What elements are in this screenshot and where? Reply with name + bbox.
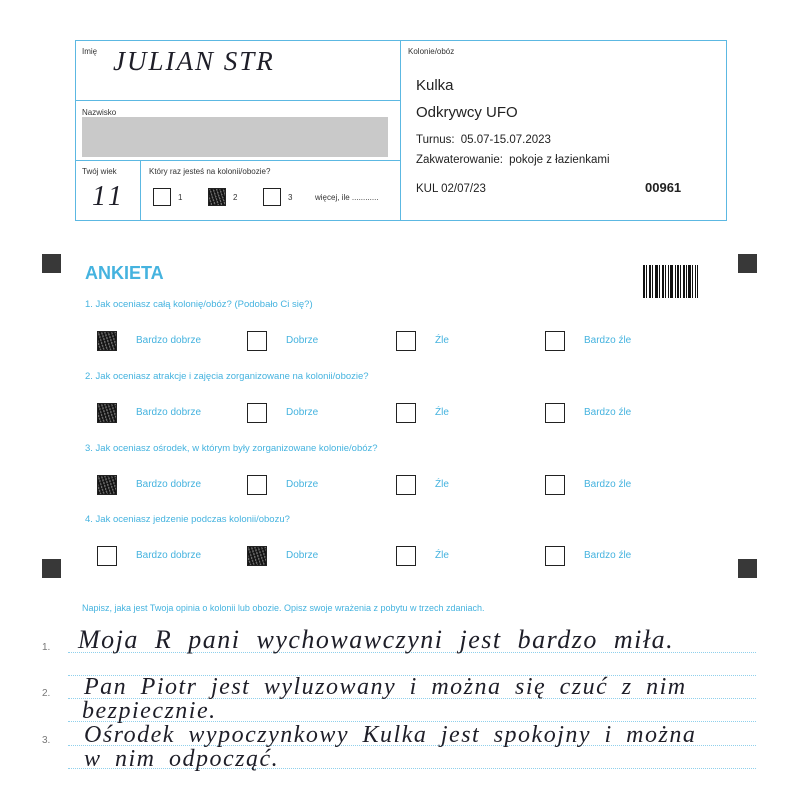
question-3-checkbox-bardzo-zle[interactable] — [545, 475, 565, 495]
question-2-checkbox-dobrze[interactable] — [247, 403, 267, 423]
camp-label: Kolonie/obóz — [408, 47, 455, 56]
question-2-option-bardzo-zle-label: Bardzo źle — [584, 407, 632, 418]
camp-code: KUL 02/07/23 — [416, 183, 486, 195]
question-1-checkbox-bardzo-zle[interactable] — [545, 331, 565, 351]
times-more-label: więcej, ile ............ — [315, 193, 379, 202]
answer-2-number: 2. — [42, 688, 51, 699]
turnus-dates: 05.07-15.07.2023 — [460, 134, 551, 146]
times-option-2-label: 2 — [233, 193, 238, 202]
accommodation-value: pokoje z łazienkami — [509, 154, 610, 166]
question-2-option-zle-label: Źle — [435, 407, 449, 418]
answer-3-number: 3. — [42, 735, 51, 746]
question-4-option-dobrze-label: Dobrze — [286, 550, 319, 561]
answer-1-number: 1. — [42, 642, 51, 653]
question-1-option-bardzo-zle-label: Bardzo źle — [584, 335, 632, 346]
question-3-option-bardzo-dobrze-label: Bardzo dobrze — [136, 479, 202, 490]
question-4-option-bardzo-zle-label: Bardzo źle — [584, 550, 632, 561]
question-3-option-dobrze-label: Dobrze — [286, 479, 319, 490]
header-box-right-border — [726, 40, 727, 221]
question-4-checkbox-bardzo-dobrze[interactable] — [97, 546, 117, 566]
question-1-checkbox-dobrze[interactable] — [247, 331, 267, 351]
question-1-text: 1. Jak oceniasz całą kolonię/obóz? (Podobało Ci się?) — [85, 299, 313, 310]
name-row-divider — [75, 100, 400, 101]
answer-3-handwriting-line-1: Ośrodek wypoczynkowy Kulka jest spokojny i można — [84, 722, 697, 748]
question-4-option-zle-label: Źle — [435, 550, 449, 561]
times-checkbox-2[interactable] — [208, 188, 226, 206]
age-handwritten-value: 11 — [92, 181, 126, 212]
header-column-divider — [400, 40, 401, 221]
turnus-label: Turnus: — [416, 134, 455, 146]
name-label: Imię — [82, 47, 98, 56]
question-2-text: 2. Jak oceniasz atrakcje i zajęcia zorganizowane na kolonii/obozie? — [85, 371, 369, 382]
question-2-option-dobrze-label: Dobrze — [286, 407, 319, 418]
answer-2-handwriting-line-1: Pan Piotr jest wyluzowany i można się czuć z nim — [84, 674, 687, 700]
surname-label: Nazwisko — [82, 108, 117, 117]
question-4-checkbox-zle[interactable] — [396, 546, 416, 566]
answer-3-handwriting-line-2: w nim odpocząć. — [84, 746, 280, 772]
barcode — [643, 265, 698, 298]
age-label: Twój wiek — [82, 167, 117, 176]
registration-mark-bottom-left — [42, 559, 61, 578]
form-number: 00961 — [645, 180, 682, 195]
surname-row-divider — [75, 160, 400, 161]
question-2-option-bardzo-dobrze-label: Bardzo dobrze — [136, 407, 202, 418]
survey-title: ANKIETA — [85, 263, 164, 283]
opinion-prompt: Napisz, jaka jest Twoja opinia o kolonii lub obozie. Opisz swoje wrażenia z pobytu w trzech zdaniach. — [82, 603, 485, 613]
question-3-option-bardzo-zle-label: Bardzo źle — [584, 479, 632, 490]
registration-mark-top-right — [738, 254, 757, 273]
question-2-checkbox-bardzo-dobrze[interactable] — [97, 403, 117, 423]
surname-redaction-box — [82, 117, 388, 157]
age-divider — [140, 160, 141, 220]
question-3-checkbox-zle[interactable] — [396, 475, 416, 495]
question-4-checkbox-bardzo-zle[interactable] — [545, 546, 565, 566]
name-handwritten-value: JULIAN STR — [113, 46, 275, 76]
answer-1-handwriting: Moja R pani wychowawczyni jest bardzo miła. — [78, 625, 675, 654]
camp-program: Odkrywcy UFO — [416, 104, 518, 121]
question-3-text: 3. Jak oceniasz ośrodek, w którym były zorganizowane kolonie/obóz? — [85, 443, 378, 454]
camp-place: Kulka — [416, 77, 454, 94]
times-checkbox-1[interactable] — [153, 188, 171, 206]
times-option-3-label: 3 — [288, 193, 293, 202]
times-at-camp-question: Który raz jesteś na kolonii/obozie? — [149, 167, 271, 176]
times-option-1-label: 1 — [178, 193, 183, 202]
question-4-option-bardzo-dobrze-label: Bardzo dobrze — [136, 550, 202, 561]
accommodation-row — [416, 153, 610, 167]
answer-2-handwriting-line-2: bezpiecznie. — [82, 698, 217, 724]
question-1-option-zle-label: Źle — [435, 335, 449, 346]
registration-mark-bottom-right — [738, 559, 757, 578]
question-1-option-dobrze-label: Dobrze — [286, 335, 319, 346]
question-3-checkbox-dobrze[interactable] — [247, 475, 267, 495]
times-checkbox-3[interactable] — [263, 188, 281, 206]
question-1-checkbox-zle[interactable] — [396, 331, 416, 351]
question-4-checkbox-dobrze[interactable] — [247, 546, 267, 566]
accommodation-label: Zakwaterowanie: — [416, 154, 503, 166]
header-box-left-border — [75, 40, 76, 221]
question-3-checkbox-bardzo-dobrze[interactable] — [97, 475, 117, 495]
question-3-option-zle-label: Źle — [435, 479, 449, 490]
registration-mark-top-left — [42, 254, 61, 273]
question-2-checkbox-bardzo-zle[interactable] — [545, 403, 565, 423]
turnus-row — [416, 133, 551, 147]
question-1-checkbox-bardzo-dobrze[interactable] — [97, 331, 117, 351]
question-1-option-bardzo-dobrze-label: Bardzo dobrze — [136, 335, 202, 346]
question-4-text: 4. Jak oceniasz jedzenie podczas kolonii/obozu? — [85, 514, 290, 525]
question-2-checkbox-zle[interactable] — [396, 403, 416, 423]
